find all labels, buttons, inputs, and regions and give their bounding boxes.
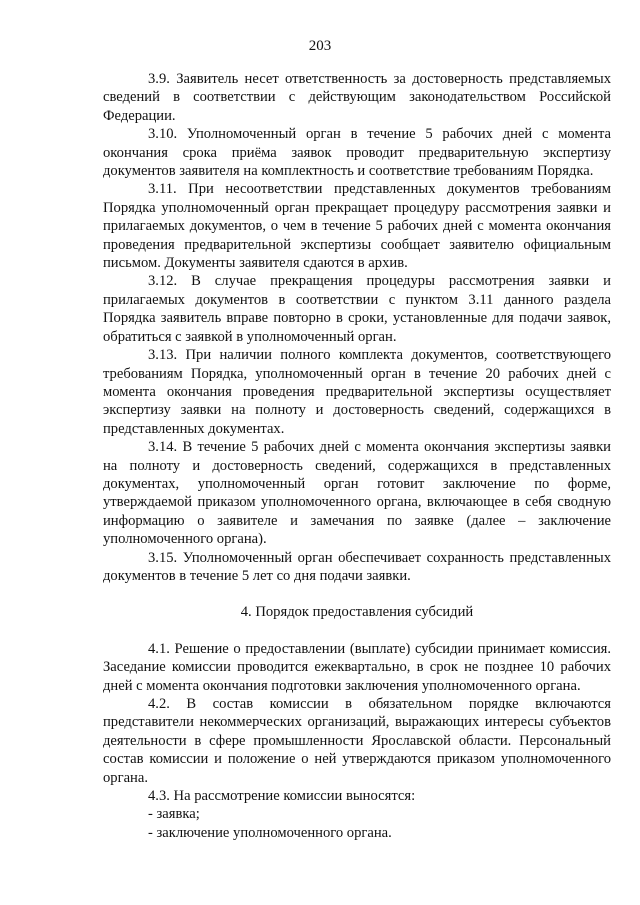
- paragraph-4-1: 4.1. Решение о предоставлении (выплате) субсидии принимает комиссия. Заседание комиссии проводится ежеквартально, в срок не позднее 10 рабочих дней с момента окончания подготовки заключения уполномоченного органа.: [103, 640, 611, 694]
- paragraph-4-3: 4.3. На рассмотрение комиссии выносятся:: [148, 788, 416, 805]
- paragraph-3-12: 3.12. В случае прекращения процедуры рассмотрения заявки и прилагаемых документов в соответствии с пунктом 3.11 данного раздела Порядка заявитель вправе повторно в сроки, установленные для подачи заявок, обратиться с заявкой в уполномоченный орган.: [103, 273, 611, 345]
- paragraph-3-10: 3.10. Уполномоченный орган в течение 5 рабочих дней с момента окончания срока приёма заявок проводит предварительную экспертизу документов заявителя на комплектность и соответствие требованиям Порядка.: [103, 126, 611, 180]
- list-item-application: - заявка;: [148, 806, 200, 823]
- section-4-heading: 4. Порядок предоставления субсидий: [240, 604, 474, 621]
- paragraph-3-15: 3.15. Уполномоченный орган обеспечивает сохранность представленных документов в течение 5 лет со дня подачи заявки.: [103, 549, 611, 584]
- paragraph-3-11: 3.11. При несоответствии представленных документов требованиям Порядка уполномоченный орган прекращает процедуру рассмотрения заявки и прилагаемых документов, о чем в течение 5 рабочих дней с момента окончания проведения предварительной экспертизы сообщает заявителю официальным письмом. Документы заявителя сдаются в архив.: [103, 181, 611, 272]
- list-item-conclusion: - заключение уполномоченного органа.: [148, 824, 392, 841]
- paragraph-3-9: 3.9. Заявитель несет ответственность за достоверность представляемых сведений в соответствии с действующим законодательством Российской Федерации.: [103, 71, 611, 124]
- paragraph-4-2: 4.2. В состав комиссии в обязательном порядке включаются представители некоммерческих организаций, выражающих интересы субъектов деятельности в сфере промышленности Ярославской области. Персональный состав комиссии и положение о ней утверждаются приказом уполномоченного органа.: [103, 696, 611, 786]
- paragraph-3-14: 3.14. В течение 5 рабочих дней с момента окончания экспертизы заявки на полноту и достоверность сведений, содержащихся в представленных документах, уполномоченный орган готовит заключение по форме, утверждаемой приказом уполномоченного органа, включающее в себя сводную информацию о заявителе и замечания по заявке (далее – заключение уполномоченного органа).: [103, 439, 611, 548]
- document-body: [103, 70, 611, 842]
- page-number: 203: [308, 38, 332, 54]
- paragraph-3-13: 3.13. При наличии полного комплекта документов, соответствующего требованиям Порядка, уполномоченный орган в течение 20 рабочих дней с момента окончания проведения предварительной экспертизы осуществляет экспертизу заявки на полноту и достоверность сведений, содержащихся в представленных документах.: [103, 347, 611, 437]
